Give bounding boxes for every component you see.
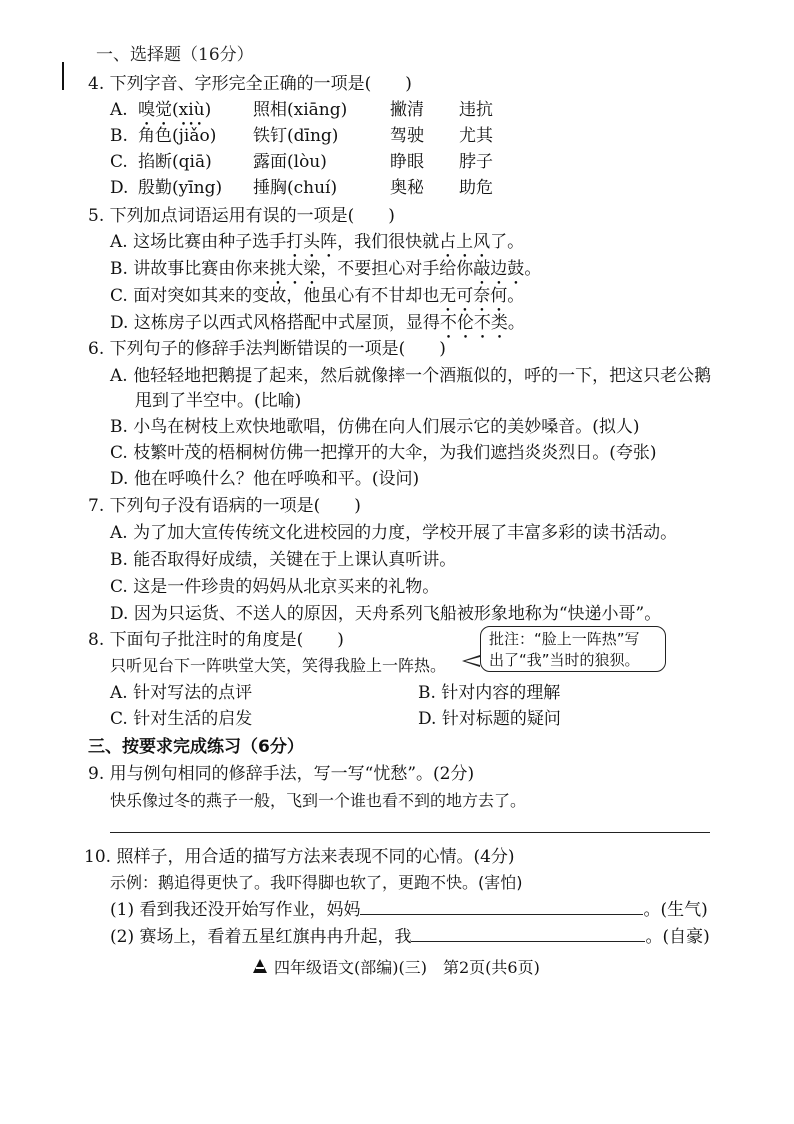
question-10-stem: 10. 照样子，用合适的描写方法来表现不同的心情。(4分) [84, 847, 515, 867]
q8-option-c: C. 针对生活的启发 [110, 709, 253, 729]
dotted-phrase: 不伦不类 [439, 313, 508, 333]
q6-option-c: C. 枝繁叶茂的梧桐树仿佛一把撑开的大伞，为我们遮挡炎炎烈日。(夸张) [110, 443, 657, 463]
word-1: 殷勤(yīng) [138, 178, 223, 198]
word-3: 撇清 [390, 100, 424, 120]
word-3: 睁眼 [390, 152, 424, 172]
page-footer [252, 957, 540, 980]
word-4: 助危 [459, 178, 493, 198]
q10-item-1-blank[interactable] [360, 898, 643, 915]
q9-example: 快乐像过冬的燕子一般，飞到一个谁也看不到的地方去了。 [110, 791, 527, 810]
option-label: D. [110, 178, 129, 198]
q5-option-d: D. 这栋房子以西式风格搭配中式屋顶，显得不伦不类。 [110, 313, 525, 333]
word-3: 奥秘 [390, 178, 424, 198]
word-1: 角色(jiǎo) [138, 126, 217, 146]
q9-answer-line[interactable] [110, 832, 710, 833]
q7-option-c: C. 这是一件珍贵的妈妈从北京买来的礼物。 [110, 577, 440, 597]
q8-option-d: D. 针对标题的疑问 [418, 709, 561, 729]
q7-option-b: B. 能否取得好成绩，关键在于上课认真听讲。 [110, 550, 457, 570]
section-3-heading: 三、按要求完成练习（6分） [88, 737, 304, 757]
word-2: 照相(xiāng) [253, 100, 348, 120]
publisher-logo-icon [252, 958, 268, 980]
word-2: 铁钉(dīng) [253, 126, 339, 146]
dotted-phrase: 无可奈何 [439, 286, 508, 306]
question-9-stem: 9. 用与例句相同的修辞手法，写一写“忧愁”。(2分) [88, 764, 475, 784]
option-label: C. [110, 152, 128, 172]
question-8-stem: 8. 下面句子批注时的角度是( ) [88, 630, 344, 650]
q6-option-b: B. 小鸟在树枝上欢快地歌唱，仿佛在向人们展示它的美妙嗓音。(拟人) [110, 417, 640, 437]
q5-option-c: C. 面对突如其来的变故，他虽心有不甘却也无可奈何。 [110, 286, 525, 306]
q5-option-a: A. 这场比赛由种子选手打头阵，我们很快就占上风了。 [110, 232, 525, 252]
dotted-phrase: 打头阵 [286, 232, 338, 252]
question-6-stem: 6. 下列句子的修辞手法判断错误的一项是( ) [88, 339, 446, 359]
word-2: 露面(lòu) [253, 152, 327, 172]
q10-item-1: (1) 看到我还没开始写作业，妈妈 。(生气) [110, 900, 708, 920]
question-5-stem: 5. 下列加点词语运用有误的一项是( ) [88, 206, 395, 226]
q10-example: 示例：鹅追得更快了。我吓得脚也软了，更跑不快。(害怕) [110, 873, 523, 892]
footer-text: 四年级语文(部编)(三) 第2页(共6页) [274, 958, 540, 977]
callout-line-1: 批注：“脸上一阵热”写 [489, 630, 640, 648]
q7-option-d: D. 因为只运货、不送人的原因，天舟系列飞船被形象地称为“快递小哥”。 [110, 604, 662, 624]
option-label: B. [110, 126, 128, 146]
q8-option-b: B. 针对内容的理解 [418, 683, 561, 703]
dotted-phrase: 敲边鼓 [473, 259, 525, 279]
question-7-stem: 7. 下列句子没有语病的一项是( ) [88, 496, 361, 516]
word-4: 违抗 [459, 100, 493, 120]
dotted-phrase: 挑大梁 [269, 259, 321, 279]
word-4: 尤其 [459, 126, 493, 146]
q6-option-a-continued: 甩到了半空中。(比喻) [135, 391, 302, 411]
word-3: 驾驶 [390, 126, 424, 146]
q5-option-b: B. 讲故事比赛由你来挑大梁，不要担心对手给你敲边鼓。 [110, 259, 542, 279]
q6-option-d: D. 他在呼唤什么？他在呼唤和平。(设问) [110, 469, 420, 489]
section-heading-cropped: 一、选择题（16分） [96, 45, 254, 65]
option-label: A. [110, 100, 128, 120]
word-1: 掐断(qiā) [138, 152, 212, 172]
q8-option-a: A. 针对写法的点评 [110, 683, 253, 703]
word-1: 嗅觉(xiù) [138, 100, 212, 120]
q7-option-a: A. 为了加大宣传传统文化进校园的力度，学校开展了丰富多彩的读书活动。 [110, 523, 678, 543]
question-4-stem: 4. 下列字音、字形完全正确的一项是( ) [88, 74, 412, 94]
q10-item-2-blank[interactable] [411, 925, 645, 942]
q8-sentence: 只听见台下一阵哄堂大笑，笑得我脸上一阵热。 [110, 656, 447, 675]
callout-line-2: 出了“我”当时的狼狈。 [489, 651, 640, 669]
callout-tail-inner [465, 657, 480, 665]
annotation-callout [480, 626, 666, 672]
word-4: 脖子 [459, 152, 493, 172]
q10-item-2: (2) 赛场上，看着五星红旗冉冉升起，我 。(自豪) [110, 927, 710, 947]
dotted-phrase: 占上风 [439, 232, 491, 252]
margin-bar [62, 62, 64, 90]
q6-option-a: A. 他轻轻地把鹅提了起来，然后就像摔一个酒瓶似的，呼的一下，把这只老公鹅 [110, 366, 712, 386]
word-2: 捶胸(chuí) [253, 178, 338, 198]
